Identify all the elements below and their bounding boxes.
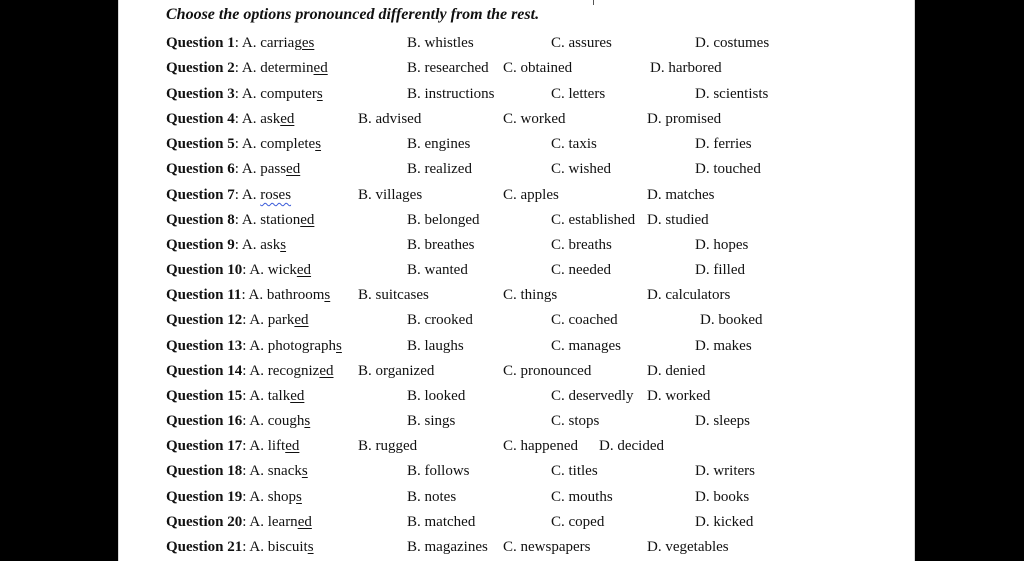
- question-number: Question 9: [166, 237, 235, 253]
- question-separator: :: [242, 338, 247, 354]
- question-option-a: [166, 459, 308, 484]
- question-number: Question 18: [166, 463, 243, 479]
- option-a-text: A. photograph: [249, 338, 337, 354]
- underlined-sound: s: [301, 463, 308, 479]
- question-option-a: [166, 56, 328, 81]
- question-option-d: D. writers: [695, 463, 755, 479]
- question-row: [0, 359, 1024, 384]
- question-option-a: [166, 233, 286, 258]
- question-option-a: [166, 82, 323, 107]
- option-a-text: A. lift: [249, 438, 286, 454]
- question-option-b: B. crooked: [407, 312, 473, 328]
- question-separator: :: [242, 388, 247, 404]
- question-row: [0, 459, 1024, 484]
- question-option-c: C. titles: [551, 463, 598, 479]
- option-a-text: A. computer: [241, 86, 317, 102]
- question-separator: :: [242, 514, 247, 530]
- option-a-text: A. recogniz: [249, 363, 320, 379]
- option-a-text: A. wick: [249, 262, 297, 278]
- underlined-sound: s: [296, 489, 302, 505]
- question-separator: :: [242, 312, 247, 328]
- question-option-c: C. apples: [503, 187, 559, 203]
- question-option-a: [166, 308, 309, 333]
- question-separator: :: [234, 161, 239, 177]
- question-option-c: C. things: [503, 287, 558, 303]
- question-option-c: C. stops: [551, 413, 600, 429]
- question-option-c: C. coached: [551, 312, 618, 328]
- option-a-text: A. cough: [249, 413, 305, 429]
- question-option-b: B. rugged: [358, 438, 418, 454]
- question-separator: :: [242, 262, 247, 278]
- option-a-text: A. ask: [241, 237, 281, 253]
- question-option-b: B. looked: [407, 388, 466, 404]
- question-option-a: [166, 535, 314, 560]
- question-number: Question 15: [166, 388, 243, 404]
- option-a-text: A. bathroom: [248, 287, 325, 303]
- question-option-b: B. researched: [407, 60, 489, 76]
- question-option-c: C. wished: [551, 161, 611, 177]
- question-number: Question 17: [166, 438, 243, 454]
- question-option-d: D. costumes: [695, 35, 770, 51]
- question-row: [0, 485, 1024, 510]
- question-option-a: [166, 510, 312, 535]
- question-number: Question 3: [166, 86, 235, 102]
- question-row: [0, 183, 1024, 208]
- underlined-sound: ed: [280, 111, 295, 127]
- question-option-d: D. touched: [695, 161, 761, 177]
- underlined-sound: ed: [290, 388, 305, 404]
- underlined-sound: ed: [300, 212, 315, 228]
- instruction-heading: Choose the options pronounced differently from the rest.: [166, 6, 540, 23]
- question-row: [0, 384, 1024, 409]
- question-option-d: D. scientists: [695, 86, 769, 102]
- question-number: Question 20: [166, 514, 243, 530]
- question-option-d: D. decided: [599, 438, 664, 454]
- question-separator: :: [234, 212, 239, 228]
- question-row: [0, 308, 1024, 333]
- question-number: Question 6: [166, 161, 235, 177]
- question-option-d: D. harbored: [650, 60, 722, 76]
- question-option-b: B. organized: [358, 363, 435, 379]
- question-number: Question 8: [166, 212, 235, 228]
- question-number: Question 12: [166, 312, 243, 328]
- underlined-sound: s: [280, 237, 287, 253]
- question-option-a: [166, 157, 300, 182]
- option-a-text: A. biscuit: [249, 539, 308, 555]
- question-number: Question 19: [166, 489, 243, 505]
- question-separator: :: [234, 60, 239, 76]
- question-option-c: C. established: [551, 212, 636, 228]
- option-a-text: A. snack: [249, 463, 302, 479]
- question-option-d: D. sleeps: [695, 413, 750, 429]
- question-option-d: D. promised: [647, 111, 722, 127]
- underlined-sound: ed: [294, 312, 309, 328]
- question-number: Question 13: [166, 338, 243, 354]
- question-option-b: B. belonged: [407, 212, 480, 228]
- question-separator: :: [234, 35, 239, 51]
- question-option-b: B. whistles: [407, 35, 474, 51]
- question-row: [0, 157, 1024, 182]
- option-a-text: A. pass: [241, 161, 287, 177]
- question-number: Question 1: [166, 35, 235, 51]
- underlined-sound: s: [315, 136, 322, 152]
- question-option-c: C. pronounced: [503, 363, 592, 379]
- question-row: [0, 56, 1024, 81]
- question-option-c: C. mouths: [551, 489, 613, 505]
- underlined-sound: ges: [294, 35, 315, 51]
- question-number: Question 21: [166, 539, 243, 555]
- question-option-a: [166, 31, 314, 56]
- question-option-c: C. obtained: [503, 60, 573, 76]
- question-option-d: D. denied: [647, 363, 706, 379]
- question-option-c: C. assures: [551, 35, 612, 51]
- question-option-d: D. kicked: [695, 514, 754, 530]
- question-option-a: [166, 409, 310, 434]
- question-row: [0, 434, 1024, 459]
- question-separator: :: [242, 413, 247, 429]
- underlined-sound: s: [307, 539, 314, 555]
- question-separator: :: [234, 111, 239, 127]
- question-number: Question 10: [166, 262, 243, 278]
- question-row: [0, 409, 1024, 434]
- question-option-b: B. notes: [407, 489, 457, 505]
- question-option-a: [166, 183, 291, 208]
- question-option-c: C. manages: [551, 338, 621, 354]
- option-a-text: A. shop: [249, 489, 297, 505]
- question-number: Question 11: [166, 287, 242, 303]
- question-option-b: B. instructions: [407, 86, 495, 102]
- option-a-text: A. talk: [249, 388, 291, 404]
- option-a-text: A.: [241, 187, 261, 203]
- question-option-d: D. worked: [647, 388, 711, 404]
- underlined-sound: ed: [285, 438, 300, 454]
- question-row: [0, 510, 1024, 535]
- underlined-sound: roses: [260, 187, 292, 203]
- question-option-a: [166, 208, 314, 233]
- question-row: [0, 258, 1024, 283]
- question-option-a: [166, 434, 299, 459]
- question-option-c: C. happened: [503, 438, 578, 454]
- question-option-d: D. ferries: [695, 136, 752, 152]
- question-option-a: [166, 283, 330, 308]
- question-option-a: [166, 485, 302, 510]
- question-separator: :: [234, 237, 239, 253]
- question-option-c: C. newspapers: [503, 539, 591, 555]
- question-option-d: D. makes: [695, 338, 752, 354]
- question-option-b: B. realized: [407, 161, 472, 177]
- question-option-c: C. letters: [551, 86, 606, 102]
- question-separator: :: [242, 438, 247, 454]
- question-separator: :: [242, 363, 247, 379]
- question-option-c: C. deservedly: [551, 388, 634, 404]
- underlined-sound: s: [316, 86, 323, 102]
- question-option-b: B. follows: [407, 463, 470, 479]
- question-option-b: B. laughs: [407, 338, 464, 354]
- question-option-b: B. matched: [407, 514, 476, 530]
- question-option-b: B. advised: [358, 111, 422, 127]
- question-separator: :: [242, 489, 247, 505]
- ruler-tick: [593, 0, 594, 5]
- question-number: Question 14: [166, 363, 243, 379]
- option-a-text: A. learn: [249, 514, 298, 530]
- option-a-text: A. complete: [241, 136, 316, 152]
- question-option-d: D. hopes: [695, 237, 749, 253]
- option-a-text: A. carria: [241, 35, 295, 51]
- option-a-text: A. ask: [241, 111, 281, 127]
- question-option-b: B. wanted: [407, 262, 468, 278]
- question-option-c: C. breaths: [551, 237, 612, 253]
- question-row: [0, 334, 1024, 359]
- question-option-d: D. matches: [647, 187, 715, 203]
- underlined-sound: s: [336, 338, 342, 354]
- question-row: [0, 82, 1024, 107]
- question-option-a: [166, 132, 321, 157]
- question-separator: :: [242, 539, 247, 555]
- question-row: [0, 233, 1024, 258]
- question-row: [0, 283, 1024, 308]
- question-option-a: [166, 107, 294, 132]
- question-row: [0, 31, 1024, 56]
- question-option-b: B. engines: [407, 136, 471, 152]
- question-option-b: B. breathes: [407, 237, 475, 253]
- question-option-d: D. calculators: [647, 287, 731, 303]
- question-row: [0, 535, 1024, 560]
- question-option-c: C. needed: [551, 262, 611, 278]
- underlined-sound: s: [324, 287, 331, 303]
- question-option-d: D. books: [695, 489, 750, 505]
- question-option-a: [166, 359, 334, 384]
- question-option-a: [166, 334, 342, 359]
- question-option-d: D. vegetables: [647, 539, 729, 555]
- question-separator: :: [242, 463, 247, 479]
- underlined-sound: ed: [296, 262, 312, 278]
- underlined-sound: s: [304, 413, 311, 429]
- option-a-text: A. determin: [241, 60, 314, 76]
- underlined-sound: ed: [319, 363, 334, 379]
- question-option-b: B. suitcases: [358, 287, 429, 303]
- question-option-c: C. coped: [551, 514, 605, 530]
- question-option-c: C. worked: [503, 111, 566, 127]
- question-number: Question 7: [166, 187, 235, 203]
- question-number: Question 4: [166, 111, 235, 127]
- question-option-b: B. villages: [358, 187, 423, 203]
- question-separator: :: [234, 136, 239, 152]
- question-option-a: [166, 258, 311, 283]
- option-a-text: A. station: [241, 212, 301, 228]
- question-row: [0, 208, 1024, 233]
- question-option-b: B. magazines: [407, 539, 488, 555]
- question-number: Question 5: [166, 136, 235, 152]
- question-separator: :: [241, 287, 246, 303]
- question-option-b: B. sings: [407, 413, 456, 429]
- question-row: [0, 132, 1024, 157]
- question-option-d: D. booked: [700, 312, 763, 328]
- underlined-sound: ed: [286, 161, 301, 177]
- question-separator: :: [234, 187, 239, 203]
- question-separator: :: [234, 86, 239, 102]
- question-option-d: D. filled: [695, 262, 745, 278]
- question-number: Question 16: [166, 413, 243, 429]
- question-row: [0, 107, 1024, 132]
- question-option-d: D. studied: [647, 212, 709, 228]
- question-option-a: [166, 384, 304, 409]
- option-a-text: A. park: [249, 312, 295, 328]
- question-option-c: C. taxis: [551, 136, 597, 152]
- underlined-sound: ed: [297, 514, 312, 530]
- question-number: Question 2: [166, 60, 235, 76]
- underlined-sound: ed: [313, 60, 328, 76]
